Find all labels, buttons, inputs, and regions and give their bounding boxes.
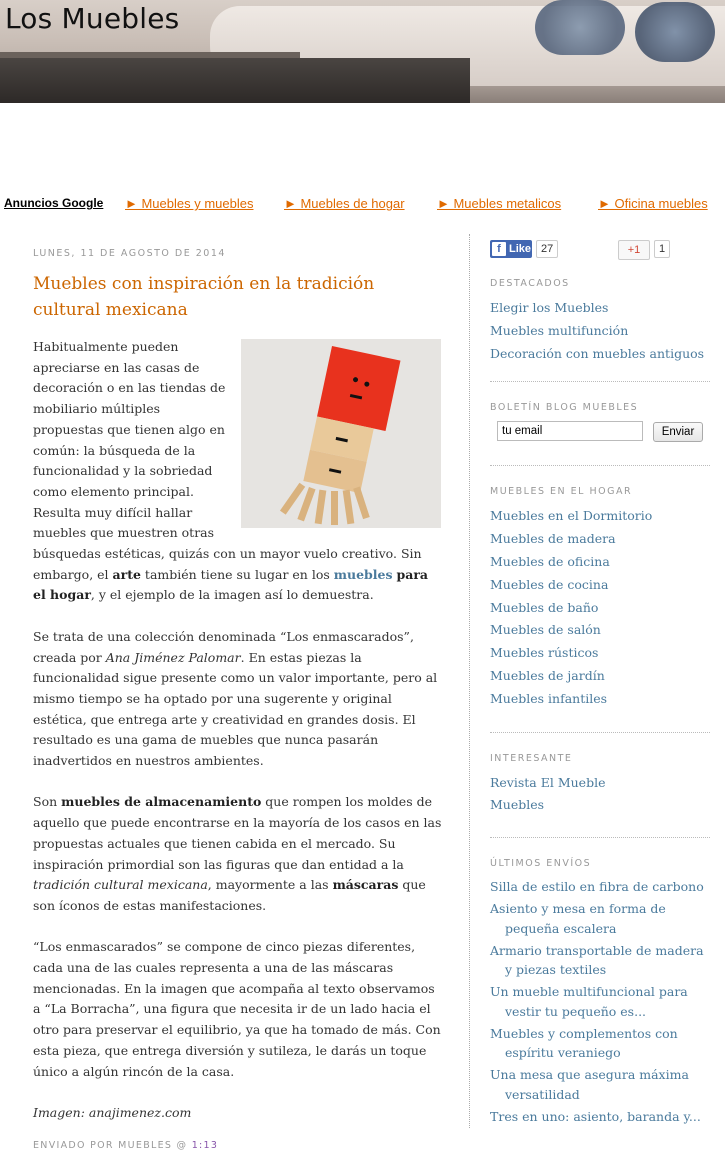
cushion-image [535,0,625,55]
recent-post-link[interactable]: Tres en uno: asiento, baranda y... [490,1108,701,1124]
section-title: DESTACADOS [490,278,570,289]
credit-text: Imagen: anajimenez.com [33,1104,192,1120]
section-separator [490,837,710,838]
ads-label[interactable]: Anuncios Google [4,196,104,210]
post-time-link[interactable]: 1:13 [191,1140,219,1151]
section-title: BOLETÍN BLOG MUEBLES [490,402,639,414]
sidebar-link[interactable]: Muebles en el Dormitorio [490,508,653,524]
facebook-like-button[interactable] [490,240,532,258]
recent-post-link[interactable]: Una mesa que asegura máxima versatilidad [490,1067,689,1102]
sidebar-link[interactable]: Muebles [490,797,545,813]
sidebar-link[interactable]: Decoración con muebles antiguos [490,345,705,361]
sidebar-link[interactable]: Muebles de oficina [490,553,610,569]
like-count: 27 [536,240,558,258]
gplus-button[interactable] [618,240,650,260]
image-credit [33,1103,443,1124]
sidebar-link[interactable]: Muebles de jardín [490,667,605,683]
social-buttons [490,238,710,264]
bold-text: para el hogar [33,566,429,603]
post-paragraph [33,627,443,772]
sidebar-link[interactable]: Muebles infantiles [490,690,608,706]
text: , mayormente a las [207,877,333,893]
post-footer [33,1140,443,1151]
bold-text: arte [112,566,141,582]
ad-link[interactable]: ► Oficina muebles [598,196,708,211]
text: que rompen los moldes de aquello que puede encontrarse en la mayoría de los casos en las propuestas actuales que tienen cabida en el mercado. Su inspiración primordial son las figuras que dan entidad a la [33,794,442,872]
sidebar [490,238,710,1129]
text: Se trata de una colección denominada “Los enmascarados”, creada por [33,628,414,665]
author-text: ENVIADO POR MUEBLES @ [33,1140,192,1151]
post-paragraph: “Los enmascarados” se compone de cinco piezas diferentes, cada una de las cuales representa a una de las máscaras mencionadas. En la imagen que acompaña al texto observamos a “La Borracha”, una figura que necesita ir de un lado hacia el otro para preservar el equilibrio, ya que ha tomado de más. Con esta pieza, que entrega diversión y sutileza, le darás un toque único a algún rincón de la casa. [33,939,441,1079]
text: . En estas piezas la funcionalidad sigue presente como un valor importante, pero al mismo tiempo se ha optado por una sugerente y original estética, que entrega arte y creatividad en grandes dosis. El resultado es una gama de muebles que nunca pasarán inadvertidos en nuestros ambientes. [33,649,438,769]
ad-link[interactable]: ► Muebles de hogar [284,196,405,211]
bold-text: muebles de almacenamiento [61,794,262,810]
send-button[interactable]: Enviar [653,422,703,442]
recent-post-link[interactable]: Asiento y mesa en forma de pequeña escalera [490,901,666,936]
text: que son íconos de estas manifestaciones. [33,877,426,913]
italic-text: tradición cultural mexicana [33,877,208,893]
post-image[interactable] [241,339,441,528]
post-body [33,337,443,1124]
table-image [0,58,470,103]
interesante-section [490,753,710,818]
text: Habitualmente pueden apreciarse en las casas de decoración o en las tiendas de mobiliario múltiples propuestas que tienen algo en común: la búsqueda de la funcionalidad y la sobriedad como elemento principal. Resulta muy difícil hallar muebles que muestren otras búsquedas estéticas, quizás con un mayor vuelo creativo. Sin embargo, el [33,339,422,582]
italic-text: Ana Jiménez Palomar [105,649,241,665]
sidebar-link[interactable]: Muebles de madera [490,531,616,547]
post-date: LUNES, 11 DE AGOSTO DE 2014 [33,248,226,259]
column-divider [469,234,470,1128]
muebles-link[interactable]: muebles [333,566,393,582]
text: Son [33,794,62,810]
recent-post-link[interactable]: Muebles y complementos con espíritu veraniego [490,1025,678,1061]
destacados-section [490,278,710,365]
recent-post-link[interactable]: Silla de estilo en fibra de carbono [490,879,704,895]
section-title: ÚLTIMOS ENVÍOS [490,858,592,870]
sidebar-link[interactable]: Revista El Mueble [490,774,606,790]
email-input[interactable]: tu email [497,421,643,441]
section-separator [490,732,710,733]
text: también tiene su lugar en los [140,566,334,582]
gplus-label: +1 [627,244,641,256]
sidebar-link[interactable]: Muebles de baño [490,599,599,615]
sidebar-link[interactable]: Muebles multifunción [490,322,629,338]
cushion-image [635,2,715,62]
section-separator [490,465,710,466]
like-label: Like [509,243,532,255]
blog-title[interactable]: Los Muebles [5,2,180,35]
furniture-image [241,339,441,528]
sidebar-link[interactable]: Muebles de salón [490,622,601,638]
recent-post-link[interactable]: Armario transportable de madera y piezas textiles [490,942,704,978]
section-title: MUEBLES EN EL HOGAR [490,486,633,498]
section-separator [490,381,710,382]
recent-post-link[interactable]: Un mueble multifuncional para vestir tu pequeño es... [490,984,688,1019]
section-title: INTERESANTE [490,752,573,764]
newsletter-form [490,421,710,443]
post-title[interactable]: Muebles con inspiración en la tradición cultural mexicana [33,274,375,320]
sidebar-link[interactable]: Elegir los Muebles [490,300,609,315]
facebook-icon: f [492,242,506,256]
header-banner[interactable] [0,0,725,103]
sidebar-link[interactable]: Muebles de cocina [490,576,609,592]
ads-bar [0,196,725,216]
boletin-section [490,402,710,443]
text: , y el ejemplo de la imagen así lo demuestra. [90,587,374,603]
sidebar-link[interactable]: Muebles rústicos [490,645,599,661]
ad-link[interactable]: ► Muebles y muebles [125,196,254,211]
ad-link[interactable]: ► Muebles metalicos [437,196,562,211]
post-paragraph [33,792,443,916]
bold-text: máscaras [332,877,399,893]
gplus-count: 1 [654,240,670,258]
hogar-section [490,486,710,710]
post [33,248,443,1151]
ultimos-section [490,858,710,1126]
